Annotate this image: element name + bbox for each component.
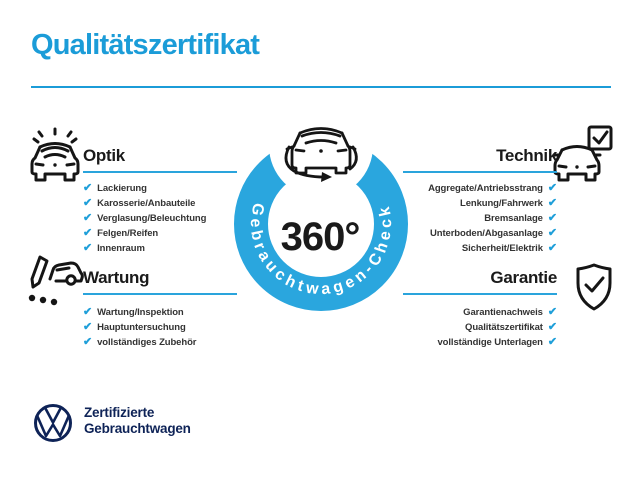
- section-heading: Optik: [83, 146, 125, 165]
- checklist-item: [403, 181, 557, 196]
- item-label: Verglasung/Beleuchtung: [97, 213, 207, 224]
- section-underline: [403, 293, 557, 295]
- title-divider: [31, 86, 611, 88]
- checklist-item: [403, 196, 557, 211]
- section-wartung: [83, 268, 237, 350]
- page-title: Qualitätszertifikat: [31, 29, 260, 61]
- check-icon: ✔: [547, 336, 557, 348]
- section-garantie: [403, 268, 557, 350]
- item-label: vollständige Unterlagen: [437, 337, 543, 348]
- section-heading: Technik: [496, 146, 557, 165]
- ring-label-text: Gebrauchtwagen-Check: [246, 201, 396, 299]
- footer-claim: [84, 405, 191, 437]
- footer-claim-line1: Zertifizierte: [84, 405, 155, 420]
- pen-car-service-icon: [26, 254, 84, 314]
- checklist-item: [403, 211, 557, 226]
- 360-check-emblem: [216, 119, 426, 329]
- item-label: Innenraum: [97, 243, 145, 254]
- check-icon: ✔: [547, 306, 557, 318]
- check-icon: ✔: [83, 182, 93, 194]
- check-icon: ✔: [83, 197, 93, 209]
- section-underline: [83, 171, 237, 173]
- check-icon: ✔: [547, 242, 557, 254]
- checklist-item: [83, 181, 237, 196]
- check-icon: ✔: [83, 306, 93, 318]
- section-technik: [403, 146, 557, 256]
- checklist-item: [403, 305, 557, 320]
- check-icon: ✔: [83, 336, 93, 348]
- checklist-item: [83, 305, 237, 320]
- check-icon: ✔: [547, 212, 557, 224]
- checklist-item: [83, 335, 237, 350]
- item-label: Felgen/Reifen: [97, 228, 159, 239]
- badge-360-text: 360°: [280, 215, 360, 259]
- item-label: Bremsanlage: [484, 213, 543, 224]
- item-label: vollständiges Zubehör: [97, 337, 197, 348]
- checklist-item: [403, 335, 557, 350]
- checklist-item: [83, 196, 237, 211]
- vw-logo: [33, 403, 73, 443]
- item-label: Karosserie/Anbauteile: [97, 198, 196, 209]
- shield-check-icon: [572, 262, 616, 312]
- checklist-item: [83, 211, 237, 226]
- checklist-item: [83, 320, 237, 335]
- item-label: Lenkung/Fahrwerk: [460, 198, 543, 209]
- item-label: Qualitätszertifikat: [465, 322, 543, 333]
- car-front-checkbox-icon: [552, 124, 614, 182]
- check-icon: ✔: [547, 182, 557, 194]
- section-heading: Wartung: [83, 268, 150, 287]
- check-icon: ✔: [547, 321, 557, 333]
- car-front-headlights-icon: [26, 126, 84, 184]
- check-icon: ✔: [547, 197, 557, 209]
- item-label: Garantienachweis: [463, 307, 543, 318]
- checklist-item: [403, 226, 557, 241]
- check-icon: ✔: [83, 242, 93, 254]
- check-icon: ✔: [83, 321, 93, 333]
- check-icon: ✔: [83, 212, 93, 224]
- checklist-item: [403, 241, 557, 256]
- item-label: Hauptuntersuchung: [97, 322, 186, 333]
- section-optik: [83, 146, 237, 256]
- checklist-item: [83, 241, 237, 256]
- section-heading: Garantie: [490, 268, 557, 287]
- item-label: Wartung/Inspektion: [97, 307, 184, 318]
- section-underline: [403, 171, 557, 173]
- footer-claim-line2: Gebrauchtwagen: [84, 421, 191, 436]
- item-label: Lackierung: [97, 183, 147, 194]
- item-label: Aggregate/Antriebsstrang: [428, 183, 543, 194]
- checklist-item: [403, 320, 557, 335]
- item-label: Sicherheit/Elektrik: [461, 243, 543, 254]
- section-underline: [83, 293, 237, 295]
- check-icon: ✔: [547, 227, 557, 239]
- check-icon: ✔: [83, 227, 93, 239]
- item-label: Unterboden/Abgasanlage: [430, 228, 543, 239]
- checklist-item: [83, 226, 237, 241]
